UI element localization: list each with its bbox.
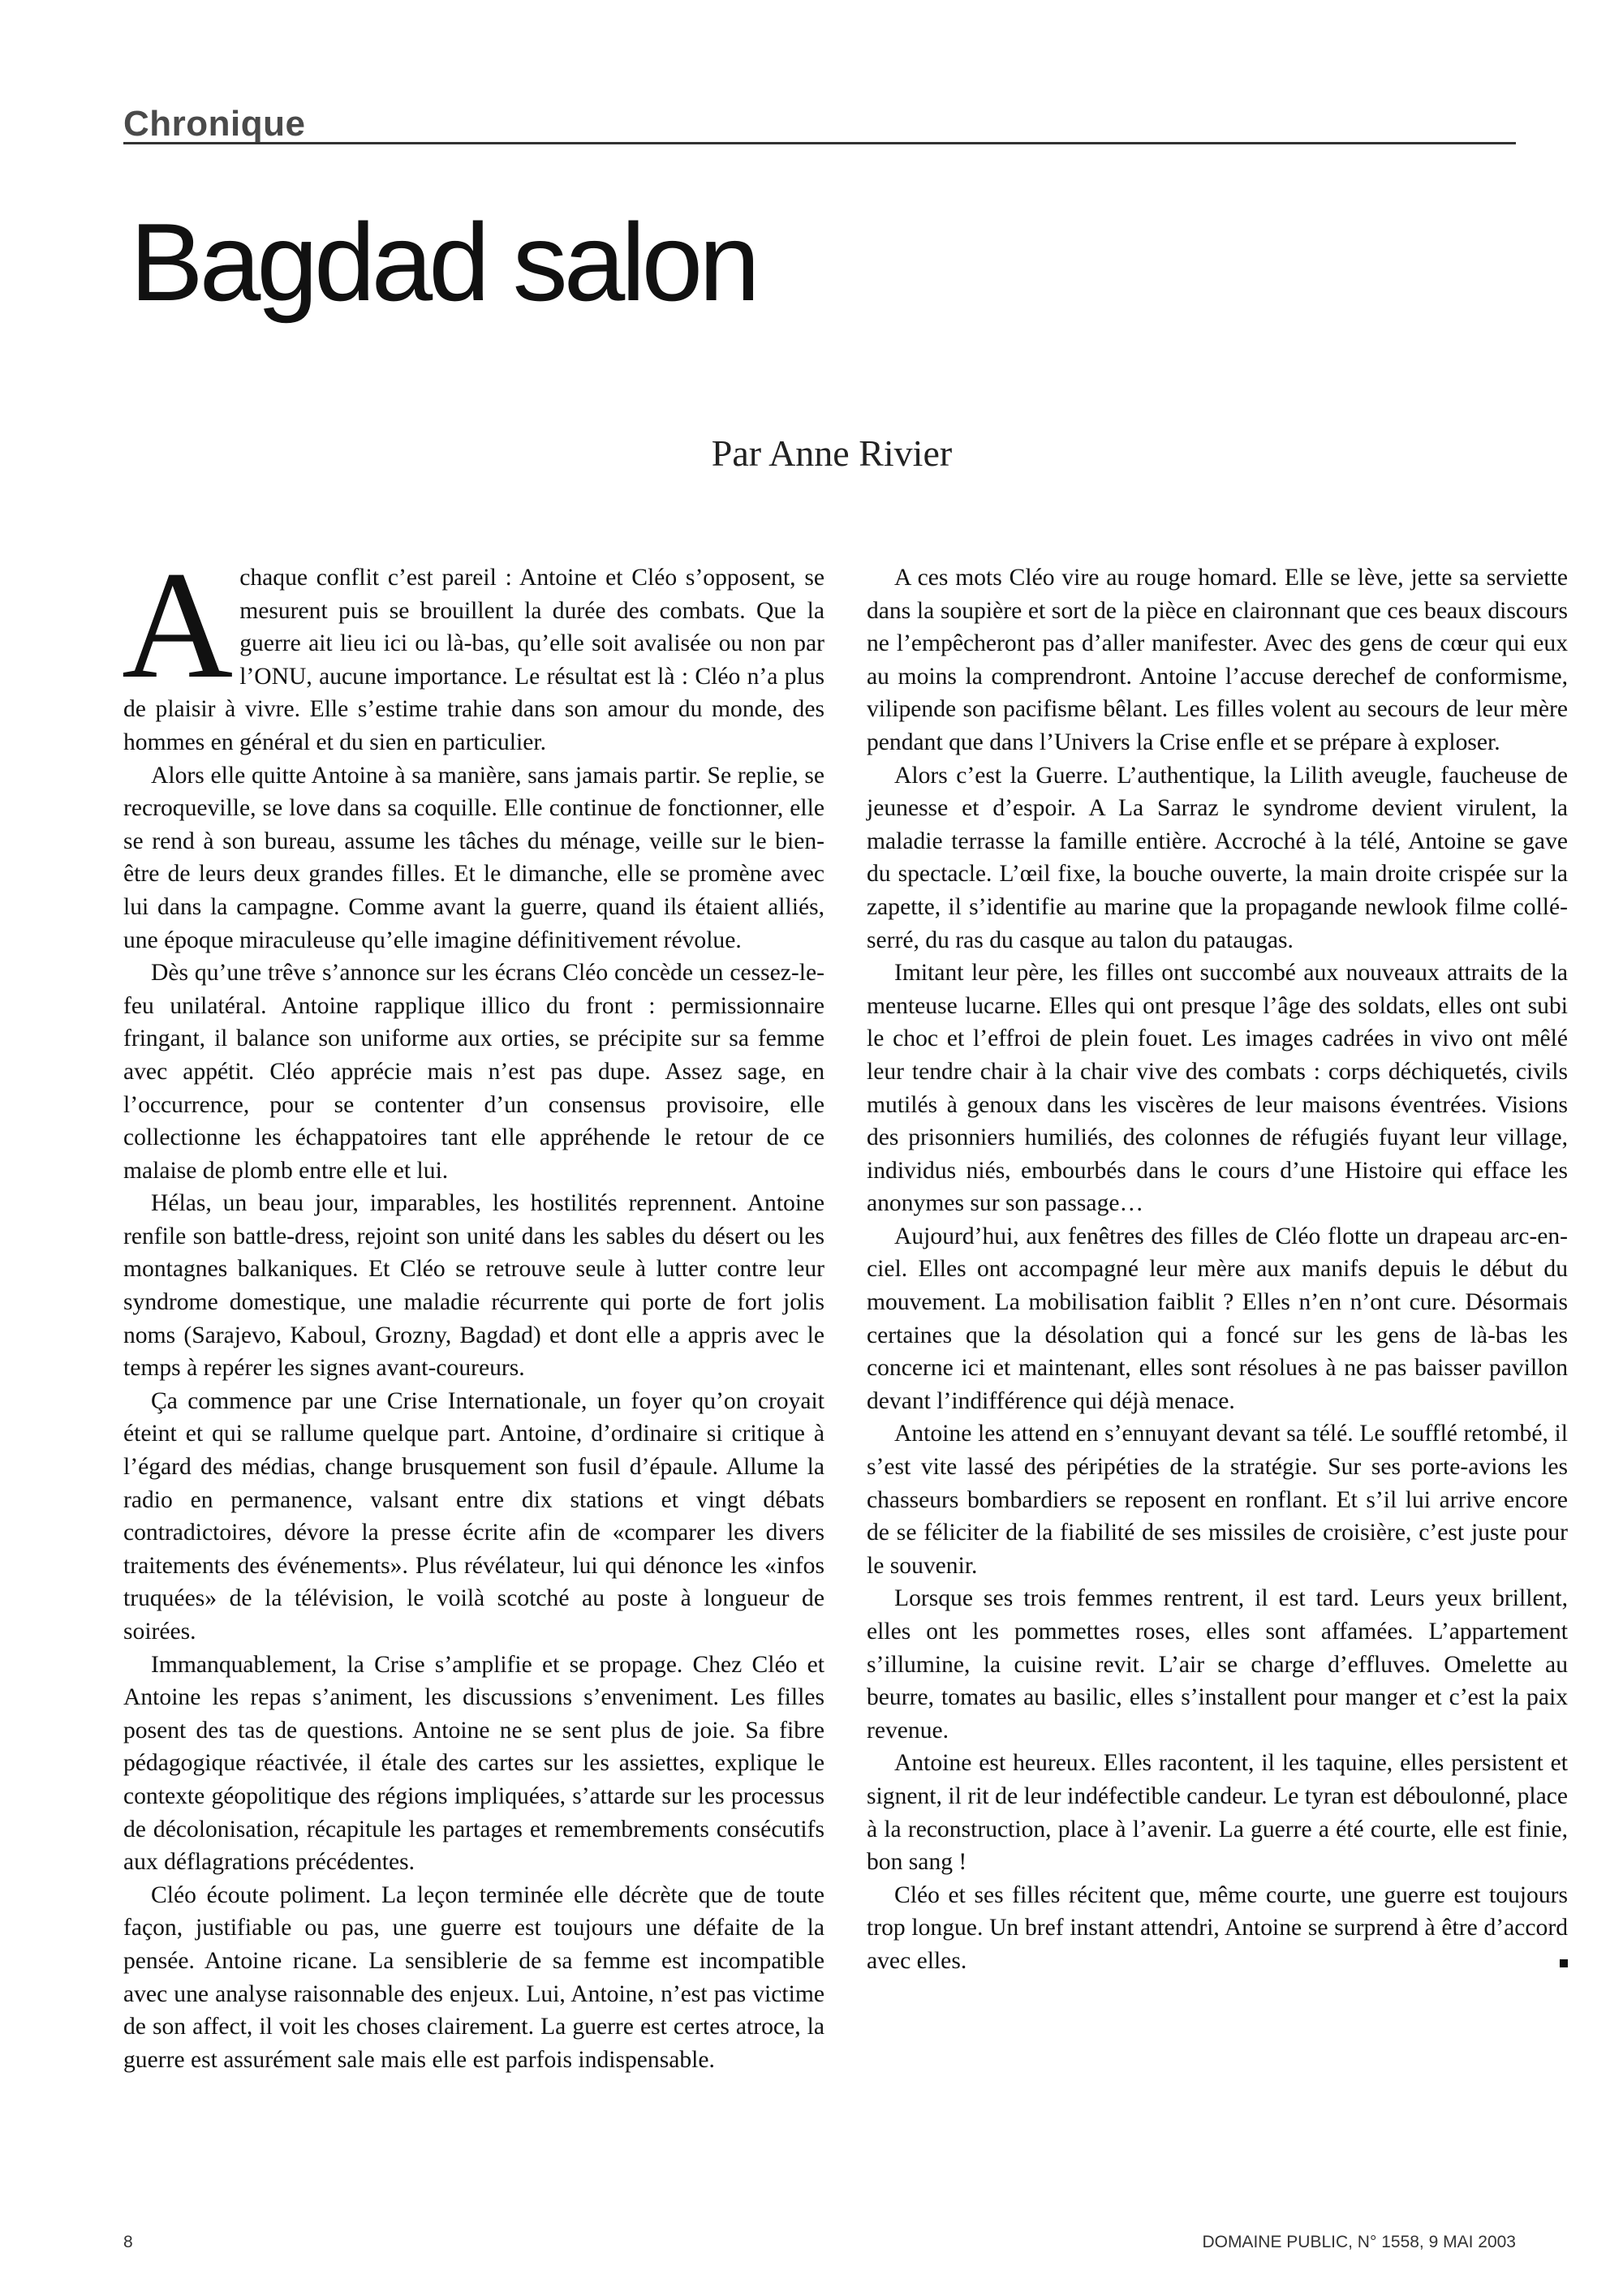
publication-info: DOMAINE PUBLIC, N° 1558, 9 MAI 2003 — [1202, 2233, 1516, 2251]
paragraph: Lorsque ses trois femmes rentrent, il est tard. Leurs yeux brillent, elles ont les pommettes roses, elles sont affamées. L’appartement s’illumine, la cuisine revit. L’air se charge d’effluves. Omelette au beurre, tomates au basilic, elles s’installent pour manger et c’est la paix revenue. — [867, 1585, 1568, 1743]
paragraph: Aujourd’hui, aux fenêtres des filles de Cléo flotte un drapeau arc-en-ciel. Elles ont accompagné leur mère aux manifs depuis le début du mouvement. La mobilisation faiblit ? Elles n’en n’ont cure. Désormais certaines que la désolation qui a foncé sur les gens de là-bas les concerne ici et maintenant, elles sont résolues à ne pas baisser pavillon devant l’indifférence qui déjà menace. — [867, 1223, 1568, 1414]
page-number: 8 — [123, 2233, 133, 2251]
paragraph: Imitant leur père, les filles ont succombé aux nouveaux attraits de la menteuse lucarne. Elles qui ont presque l’âge des soldats, elles ont subi le choc et l’effroi de plein fouet. Les images cadrées in vivo ont mêlé leur tendre chair à la chair vive des combats : corps déchiquetés, civils mutilés à genoux dans les viscères de leur maisons éventrées. Visions des prisonniers humiliés, des colonnes de réfugiés fuyant leur village, individus niés, embourbés dans le cours d’une Histoire qui efface les anonymes sur son passage… — [867, 960, 1568, 1217]
paragraph — [867, 1879, 1568, 1978]
paragraph-text: Cléo et ses filles récitent que, même courte, une guerre est toujours trop longue. Un bref instant attendri, Antoine se surprend à être d’accord avec elles. — [867, 1881, 1568, 1974]
paragraph-text: chaque conflit c’est pareil : Antoine et Cléo s’opposent, se mesurent puis se brouillent la durée des combats. Que la guerre ait lieu ici ou là-bas, qu’elle soit avalisée ou non par l’ONU, aucune importance. Le résultat est là : Cléo n’a plus de plaisir à vivre. Elle s’estime trahie dans son amour du monde, des hommes en général et du sien en particulier. — [123, 565, 824, 755]
paragraph: Antoine les attend en s’ennuyant devant sa télé. Le soufflé retombé, il s’est vite lassé des péripéties de la stratégie. Sur ses porte-avions les chasseurs bombardiers se reposent en ronflant. Et s’il lui arrive encore de se féliciter de la fiabilité de ses missiles de croisière, c’est juste pour le souvenir. — [867, 1421, 1568, 1579]
paragraph: A ces mots Cléo vire au rouge homard. Elle se lève, jette sa serviette dans la soupière et sort de la pièce en claironnant que ces beaux discours ne l’empêcheront pas d’aller manifester. Avec des gens de cœur qui eux au moins la comprendront. Antoine l’accuse derechef de conformisme, vilipende son pacifisme bêlant. Les filles volent au secours de leur mère pendant que dans l’Univers la Crise enfle et se prépare à exploser. — [867, 565, 1568, 755]
left-column — [122, 540, 824, 2076]
paragraph — [122, 540, 824, 759]
paragraph: Alors elle quitte Antoine à sa manière, sans jamais partir. Se replie, se recroqueville, se love dans sa coquille. Elle continue de fonctionner, elle se rend à son bureau, assume les tâches du ménage, veille sur le bien-être de leurs deux grandes filles. Et le dimanche, elle se promène avec lui dans la campagne. Comme avant la guerre, quand ils étaient alliés, une époque miraculeuse qu’elle imagine définitivement révolue. — [123, 762, 824, 953]
paragraph: Immanquablement, la Crise s’amplifie et se propage. Chez Cléo et Antoine les repas s’animent, les discussions s’enveniment. Les filles posent des tas de questions. Antoine ne se sent plus de joie. Sa fibre pédagogique réactivée, il étale des cartes sur les assiettes, explique le contexte géopolitique des régions impliquées, s’attarde sur les processus de décolonisation, récapitule les partages et remembrements consécutifs aux déflagrations précédentes. — [123, 1651, 824, 1876]
paragraph: Alors c’est la Guerre. L’authentique, la Lilith aveugle, faucheuse de jeunesse et d’espoir. A La Sarraz le syndrome devient virulent, la maladie terrasse la famille entière. Accroché à la télé, Antoine se gave du spectacle. L’œil fixe, la bouche ouverte, la main droite crispée sur la zapette, il s’identifie au marine que la propagande newlook filme collé-serré, du ras du casque au talon du pataugas. — [867, 762, 1568, 953]
drop-cap: A — [122, 540, 234, 711]
paragraph: Ça commence par une Crise Internationale, un foyer qu’on croyait éteint et qui se rallume quelque part. Antoine, d’ordinaire si critique à l’égard des médias, change brusquement son fusil d’épaule. Allume la radio en permanence, valsant entre dix stations et vingt débats contradictoires, dévore la presse écrite afin de «comparer les divers traitements des événements». Plus révélateur, lui qui dénonce les «infos truquées» de la télévision, le voilà scotché au poste à longueur de soirées. — [123, 1387, 824, 1645]
article-title: Bagdad salon — [130, 200, 756, 324]
paragraph: Cléo écoute poliment. La leçon terminée elle décrète que de toute façon, justifiable ou pas, une guerre est toujours une défaite de la pensée. Antoine ricane. La sensiblerie de sa femme est incompatible avec une analyse raisonnable des enjeux. Lui, Antoine, n’est pas victime de son affect, il voit les choses clairement. La guerre est certes atroce, la guerre est assurément sale mais elle est parfois indispensable. — [123, 1881, 824, 2073]
right-column — [867, 561, 1568, 1978]
paragraph: Hélas, un beau jour, imparables, les hostilités reprennent. Antoine renfile son battle-dress, rejoint son unité dans les sables du désert ou les montagnes balkaniques. Et Cléo se retrouve seule à lutter contre leur syndrome domestique, une maladie récurrente qui porte de fort jolis noms (Sarajevo, Kaboul, Grozny, Bagdad) et dont elle a appris avec le temps à repérer les signes avant-coureurs. — [123, 1190, 824, 1382]
paragraph: Dès qu’une trêve s’annonce sur les écrans Cléo concède un cessez-le-feu unilatéral. Antoine rapplique illico du front : permissionnaire fringant, il balance son uniforme aux orties, se précipite sur sa femme avec appétit. Cléo apprécie mais n’est pas dupe. Assez sage, en l’occurrence, pour se contenter d’un consensus provisoire, elle collectionne les échappatoires tant elle appréhende le retour de ce malaise de plomb entre elle et lui. — [123, 960, 824, 1184]
end-of-article-mark — [1560, 1959, 1568, 1967]
byline: Par Anne Rivier — [711, 432, 953, 474]
section-label: Chronique — [123, 104, 306, 144]
paragraph: Antoine est heureux. Elles racontent, il les taquine, elles persistent et signent, il rit de leur indéfectible candeur. Le tyran est déboulonné, place à la reconstruction, place à l’avenir. La guerre a été courte, elle est finie, bon sang ! — [867, 1750, 1568, 1876]
header-rule — [123, 142, 1516, 144]
